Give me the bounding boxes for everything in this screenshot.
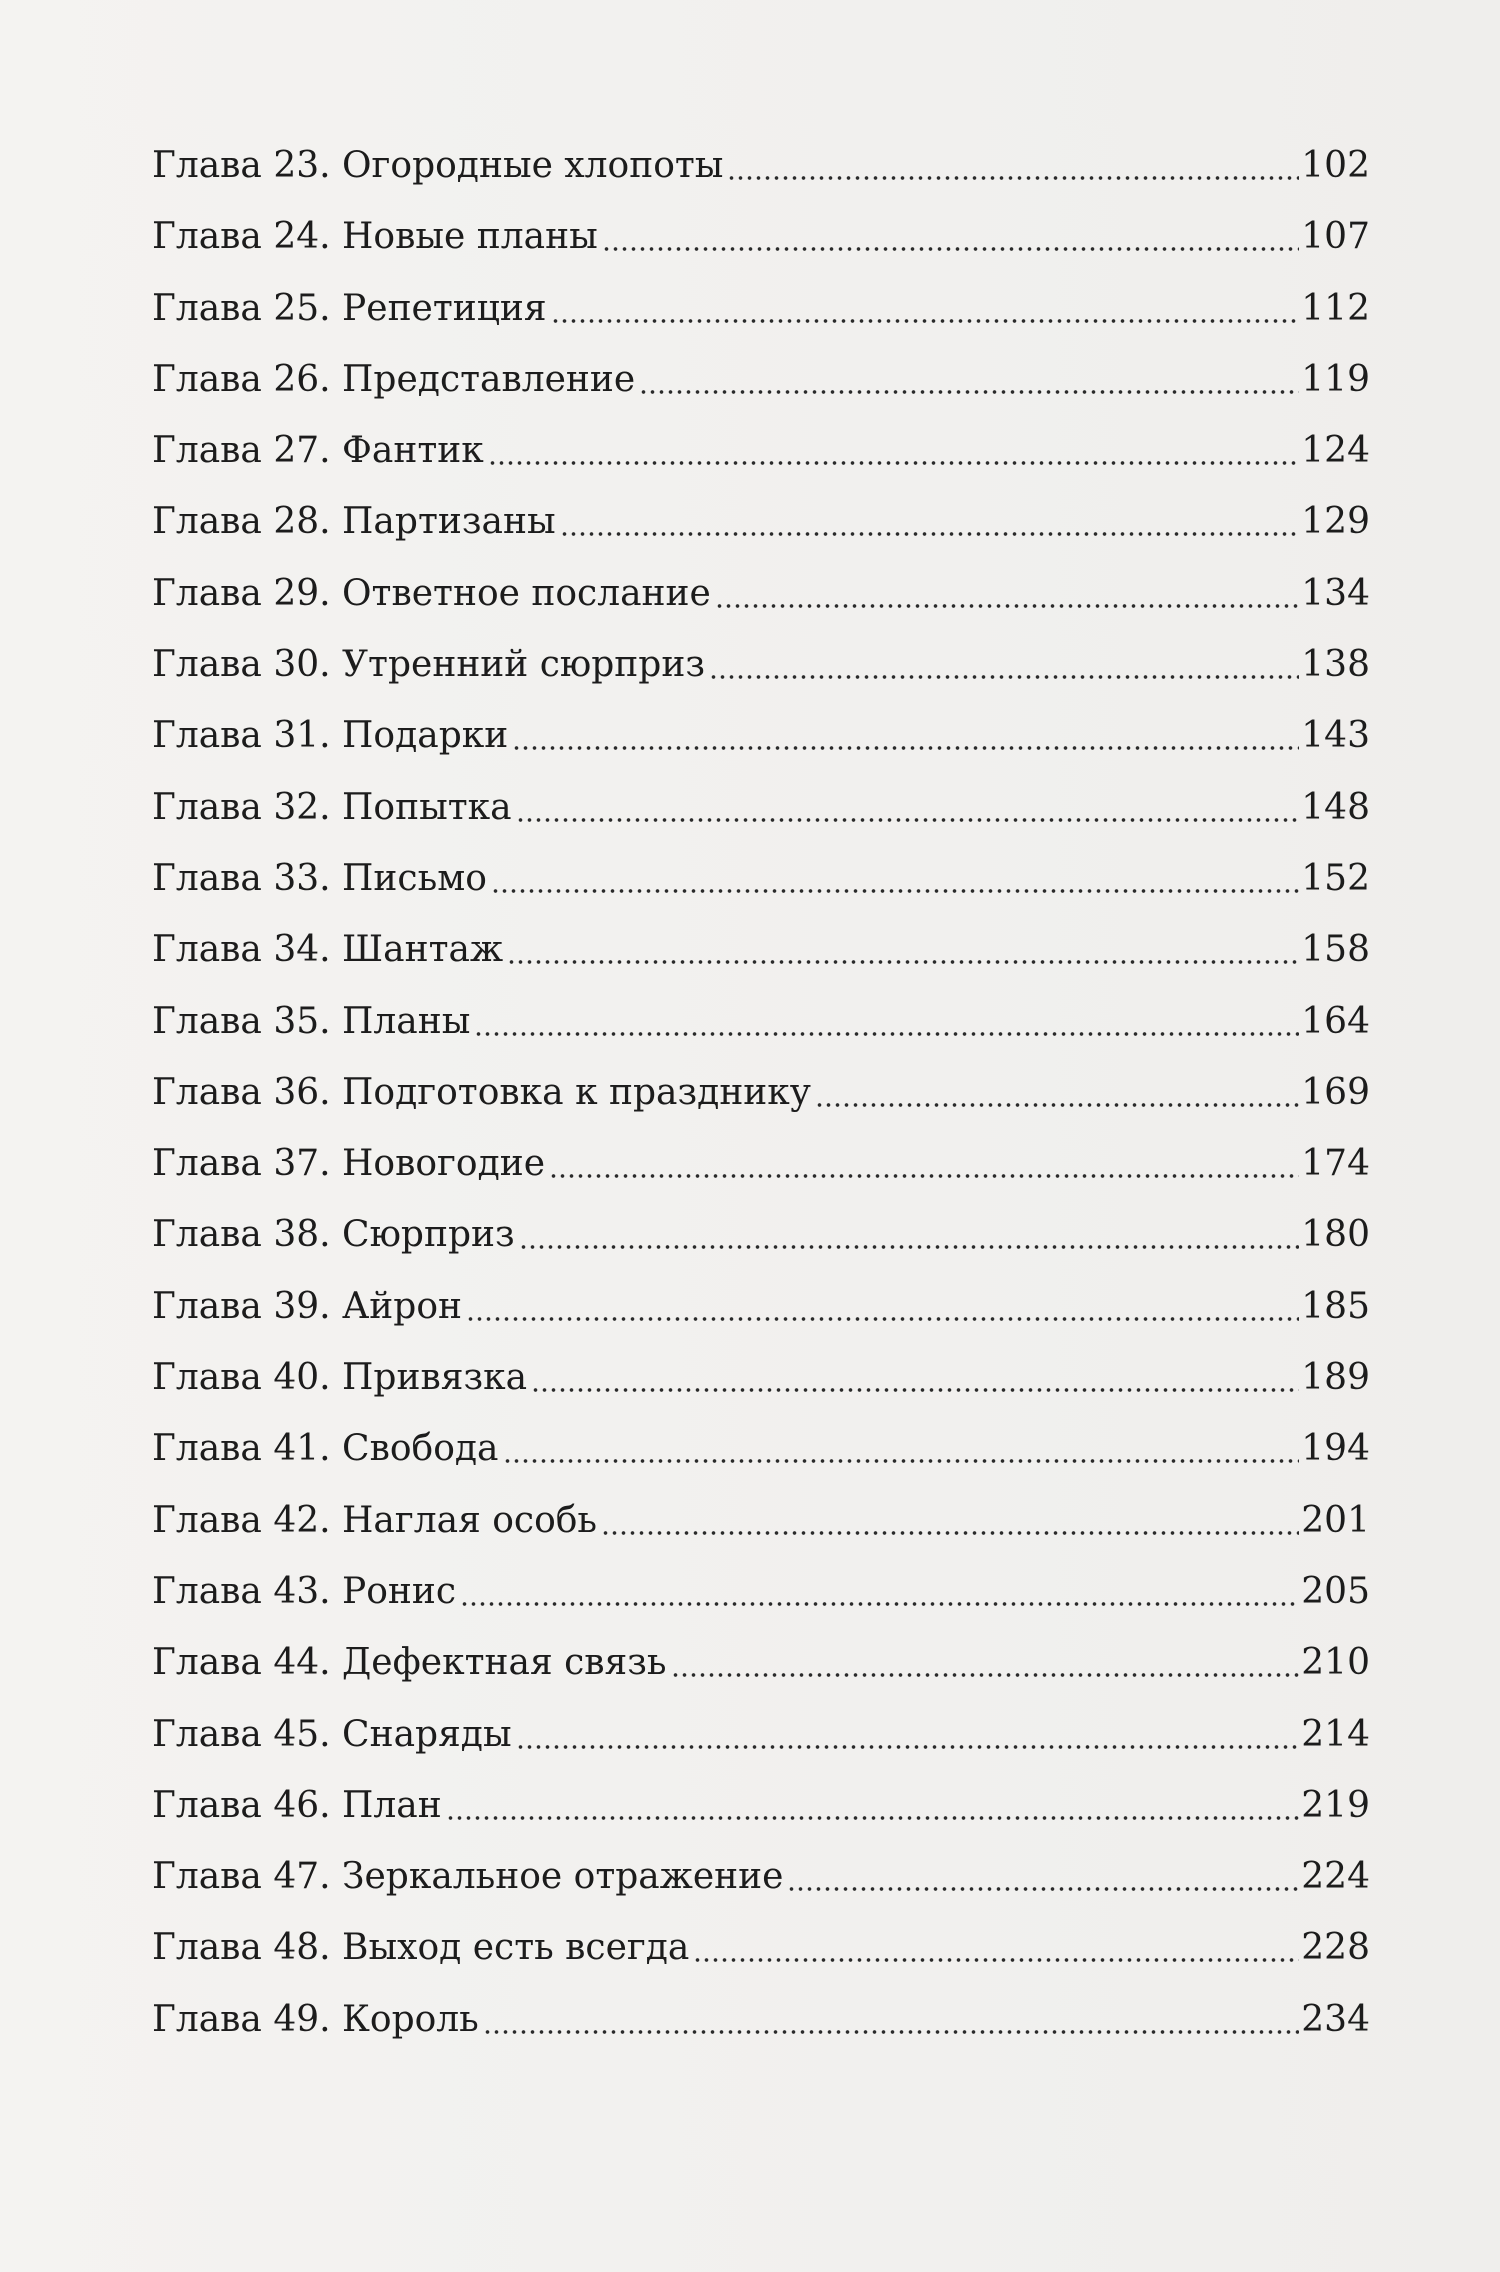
toc-entry — [152, 620, 1370, 691]
toc-entry — [152, 1974, 1370, 2045]
toc-entry — [152, 1761, 1370, 1832]
dot-leader — [727, 176, 1299, 180]
toc-entry-title: Глава 40. Привязка — [152, 1357, 528, 1399]
dot-leader — [815, 1103, 1299, 1107]
toc-entry-title: Глава 25. Репетиция — [152, 287, 547, 329]
toc-entry — [152, 477, 1370, 548]
toc-entry-page-number: 169 — [1301, 1071, 1370, 1113]
toc-entry — [152, 834, 1370, 905]
dot-leader — [601, 1531, 1299, 1535]
toc-entry — [152, 1190, 1370, 1261]
toc-entry-title: Глава 42. Наглая особь — [152, 1499, 598, 1541]
toc-entry-title: Глава 37. Новогодие — [152, 1143, 546, 1185]
dot-leader — [709, 675, 1299, 679]
dot-leader — [639, 390, 1299, 394]
toc-entry-title: Глава 30. Утренний сюрприз — [152, 644, 705, 686]
toc-entry-title: Глава 43. Ронис — [152, 1570, 457, 1612]
dot-leader — [531, 1388, 1299, 1392]
toc-entry-title: Глава 38. Сюрприз — [152, 1214, 515, 1256]
toc-entry-title: Глава 26. Представление — [152, 358, 636, 400]
dot-leader — [483, 2030, 1300, 2034]
toc-entry-page-number: 185 — [1301, 1285, 1370, 1327]
toc-entry-title: Глава 45. Снаряды — [152, 1713, 512, 1755]
toc-entry-page-number: 228 — [1301, 1927, 1370, 1969]
toc-entry-title: Глава 39. Айрон — [152, 1285, 463, 1327]
toc-entry — [152, 335, 1370, 406]
toc-entry-page-number: 124 — [1301, 430, 1370, 472]
toc-entry — [152, 192, 1370, 263]
dot-leader — [474, 1032, 1299, 1036]
toc-entry — [152, 1618, 1370, 1689]
toc-entry-title: Глава 46. План — [152, 1784, 442, 1826]
toc-entry-page-number: 214 — [1301, 1713, 1370, 1755]
toc-entry-title: Глава 49. Король — [152, 1998, 479, 2040]
toc-entry-page-number: 180 — [1301, 1214, 1370, 1256]
toc-entry — [152, 1261, 1370, 1332]
toc-entry-page-number: 210 — [1301, 1642, 1370, 1684]
toc-entry — [152, 1333, 1370, 1404]
toc-entry-title: Глава 31. Подарки — [152, 715, 509, 757]
dot-leader — [602, 247, 1300, 251]
toc-entry-page-number: 189 — [1301, 1357, 1370, 1399]
dot-leader — [491, 889, 1299, 893]
toc-entry — [152, 976, 1370, 1047]
dot-leader — [488, 461, 1299, 465]
toc-entry — [152, 263, 1370, 334]
toc-entry-title: Глава 23. Огородные хлопоты — [152, 145, 724, 186]
toc-entry — [152, 1689, 1370, 1760]
toc-entry-page-number: 152 — [1301, 857, 1370, 899]
toc-entry-title: Глава 44. Дефектная связь — [152, 1642, 667, 1684]
toc-entry-page-number: 112 — [1301, 287, 1370, 329]
dot-leader — [715, 604, 1299, 608]
toc-entry-page-number: 158 — [1301, 929, 1370, 971]
dot-leader — [693, 1958, 1299, 1962]
toc-entry-title: Глава 32. Попытка — [152, 786, 512, 828]
toc-entry — [152, 145, 1370, 192]
toc-entry-page-number: 219 — [1301, 1784, 1370, 1826]
toc-entry-title: Глава 47. Зеркальное отражение — [152, 1856, 784, 1898]
toc-entry-page-number: 129 — [1301, 501, 1370, 543]
dot-leader — [549, 1174, 1299, 1178]
toc-entry-title: Глава 29. Ответное послание — [152, 572, 711, 614]
toc-entry — [152, 1475, 1370, 1546]
toc-entry-page-number: 194 — [1301, 1428, 1370, 1470]
dot-leader — [460, 1602, 1299, 1606]
toc-entry-title: Глава 48. Выход есть всегда — [152, 1927, 690, 1969]
dot-leader — [671, 1673, 1300, 1677]
toc-entry — [152, 548, 1370, 619]
dot-leader — [519, 1245, 1300, 1249]
toc-entry — [152, 406, 1370, 477]
toc-entry — [152, 1547, 1370, 1618]
dot-leader — [507, 960, 1299, 964]
toc-entry — [152, 1119, 1370, 1190]
dot-leader — [466, 1317, 1299, 1321]
dot-leader — [787, 1887, 1299, 1891]
toc-entry-title: Глава 36. Подготовка к празднику — [152, 1071, 811, 1113]
dot-leader — [503, 1459, 1300, 1463]
toc-entry-title: Глава 33. Письмо — [152, 857, 487, 899]
toc-entry — [152, 905, 1370, 976]
toc-entry-page-number: 205 — [1301, 1570, 1370, 1612]
toc-entry — [152, 1832, 1370, 1903]
toc-entry-title: Глава 34. Шантаж — [152, 929, 504, 971]
toc-entry — [152, 1903, 1370, 1974]
toc-entry-page-number: 107 — [1301, 216, 1370, 258]
dot-leader — [560, 532, 1300, 536]
toc-entry-title: Глава 24. Новые планы — [152, 216, 598, 258]
dot-leader — [551, 319, 1300, 323]
toc-entry-page-number: 174 — [1301, 1143, 1370, 1185]
toc-entry — [152, 691, 1370, 762]
toc-entry-title: Глава 35. Планы — [152, 1000, 471, 1042]
dot-leader — [512, 746, 1299, 750]
toc-entry-page-number: 201 — [1301, 1499, 1370, 1541]
toc-entry-page-number: 143 — [1301, 715, 1370, 757]
toc-entry-page-number: 148 — [1301, 786, 1370, 828]
toc-entry — [152, 762, 1370, 833]
toc-entry-title: Глава 41. Свобода — [152, 1428, 499, 1470]
toc-entry-title: Глава 27. Фантик — [152, 430, 484, 472]
toc-entry-page-number: 224 — [1301, 1856, 1370, 1898]
dot-leader — [516, 1745, 1300, 1749]
toc-entry-page-number: 164 — [1301, 1000, 1370, 1042]
dot-leader — [446, 1816, 1300, 1820]
table-of-contents — [152, 145, 1370, 2046]
toc-entry-title: Глава 28. Партизаны — [152, 501, 556, 543]
toc-entry — [152, 1404, 1370, 1475]
toc-entry-page-number: 234 — [1301, 1998, 1370, 2040]
toc-entry-page-number: 134 — [1301, 572, 1370, 614]
toc-entry — [152, 1048, 1370, 1119]
toc-entry-page-number: 119 — [1301, 358, 1370, 400]
toc-entry-page-number: 102 — [1301, 145, 1370, 186]
dot-leader — [516, 818, 1300, 822]
toc-entry-page-number: 138 — [1301, 644, 1370, 686]
